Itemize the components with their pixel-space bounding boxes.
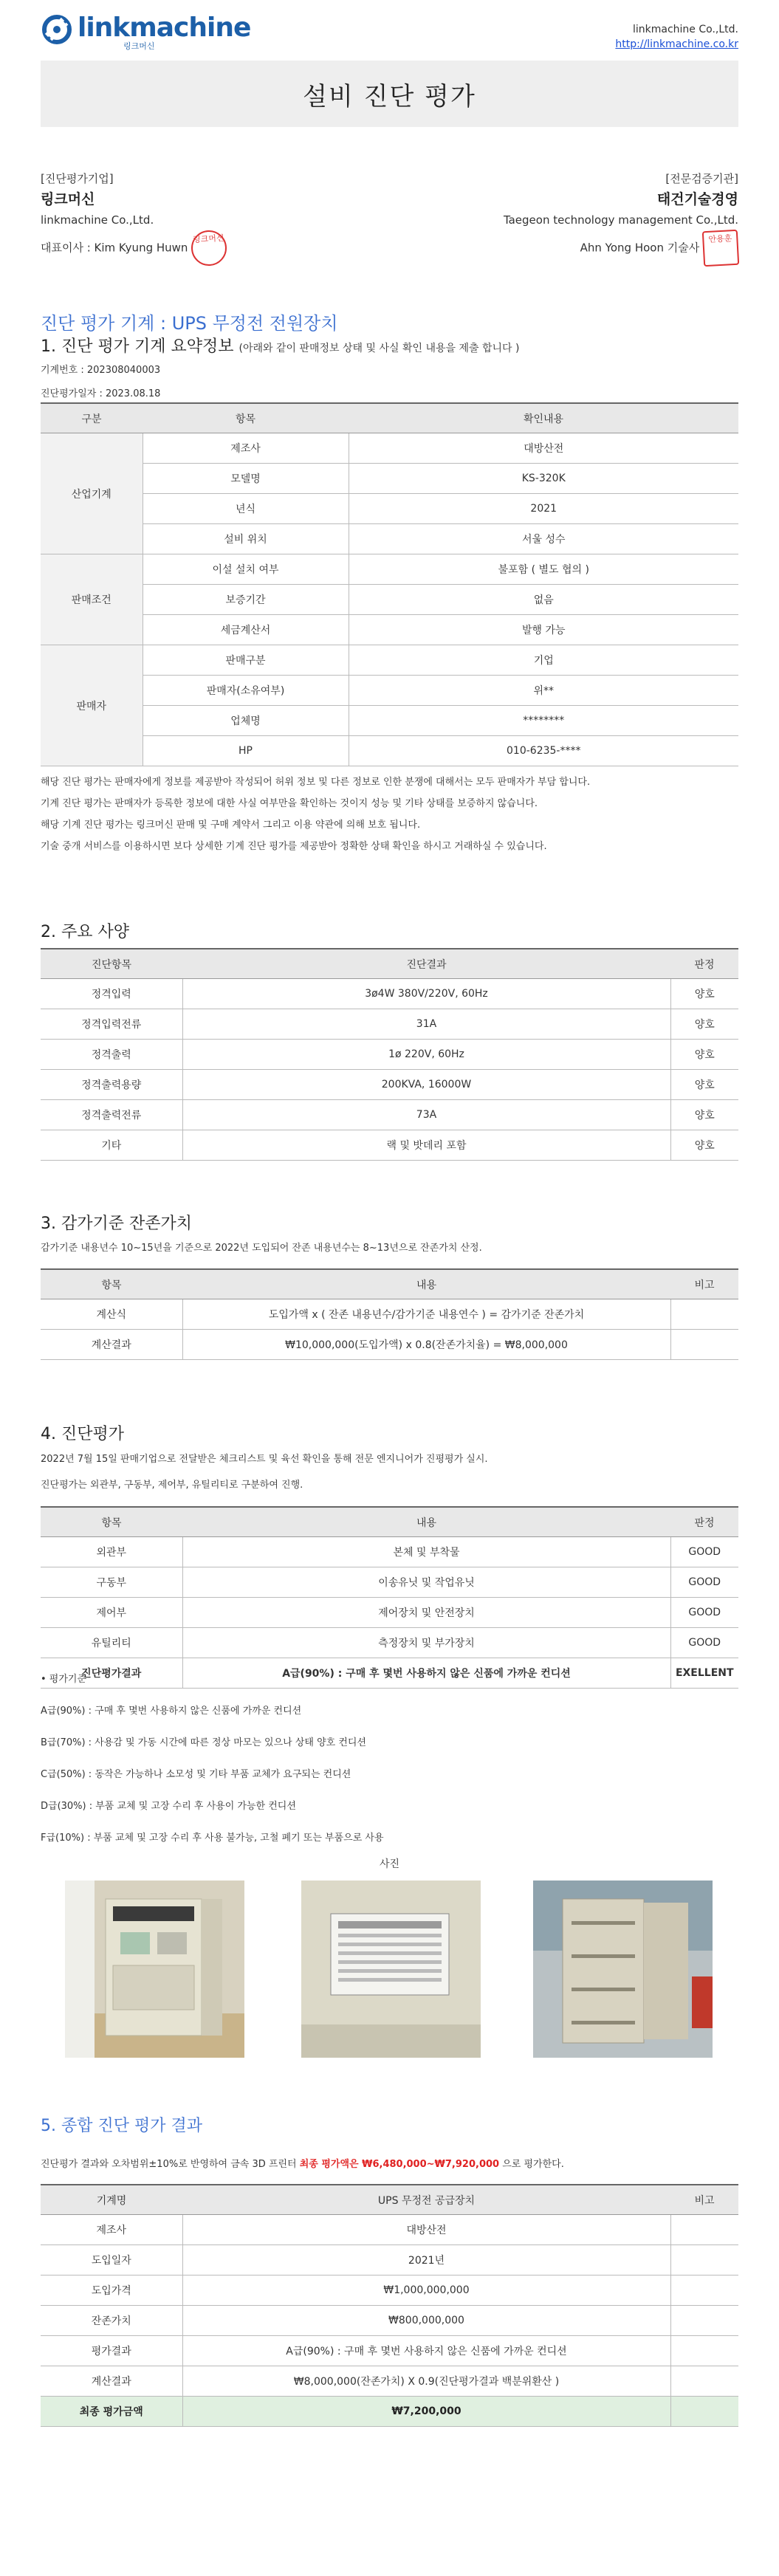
col-header: UPS 무정전 공급장치 <box>182 2185 670 2215</box>
party-org-en: Taegeon technology management Co.,Ltd. <box>503 213 738 227</box>
item-cell: 도입일자 <box>41 2245 182 2276</box>
table-row <box>41 2336 738 2366</box>
page-title: 설비 진단 평가 <box>303 81 476 111</box>
table-row <box>41 2215 738 2245</box>
item-cell: 평가결과 <box>41 2336 182 2366</box>
grade-line: D급(30%) : 부품 교체 및 고장 수리 후 사용이 가능한 컨디션 <box>41 1801 296 1812</box>
company-seal-stamp: 링크머신 <box>191 230 227 267</box>
value-cell: 발행 가능 <box>349 615 738 645</box>
section-1-heading <box>41 334 520 357</box>
col-header: 항목 <box>143 403 349 433</box>
judgement-cell <box>670 2276 738 2306</box>
table-row <box>41 494 738 524</box>
value-cell: 서울 성수 <box>349 524 738 554</box>
item-cell: 정격출력 <box>41 1040 182 1070</box>
judgement-cell <box>670 1330 738 1360</box>
col-header: 기계명 <box>41 2185 182 2215</box>
remark-cell <box>670 2397 738 2427</box>
section-1-note: (아래와 같이 판매정보 상태 및 사실 확인 내용을 제출 합니다 ) <box>238 343 520 354</box>
content-cell: 도입가액 x ( 잔존 내용년수/감가기준 내용연수 ) = 감가기준 잔존가치 <box>182 1299 670 1330</box>
content-cell: 200KVA, 16000W <box>182 1070 670 1100</box>
machine-title: 진단 평가 기계 : UPS 무정전 전원장치 <box>41 313 338 334</box>
residual-value-table <box>41 1268 738 1360</box>
category-cell: 판매조건 <box>41 554 143 645</box>
battery-rack-image <box>533 1881 713 2058</box>
section-2-heading: 2. 주요 사양 <box>41 923 129 941</box>
category-cell: 판매자 <box>41 645 143 766</box>
table-row <box>41 2306 738 2336</box>
ups-cabinet-photo <box>65 1881 244 2058</box>
item-cell: 유틸리티 <box>41 1628 182 1658</box>
table-row <box>41 979 738 1009</box>
company-url-link[interactable]: http://linkmachine.co.kr <box>615 38 738 50</box>
party-rep: 대표이사 : Kim Kyung Huwn <box>41 241 188 255</box>
brand-sub: 링크머신 <box>123 41 155 51</box>
title-bar <box>41 61 738 127</box>
content-cell: 31A <box>182 1009 670 1040</box>
value-cell: KS-320K <box>349 464 738 494</box>
table-row <box>41 1040 738 1070</box>
judgement-cell <box>670 2366 738 2397</box>
table-row <box>41 645 738 676</box>
engineer-seal-stamp: 안용훈 <box>702 230 739 267</box>
table-row <box>41 2366 738 2397</box>
col-header: 판정 <box>670 1507 738 1537</box>
grade-line: C급(50%) : 동작은 가능하나 소모성 및 기타 부품 교체가 요구되는 컨디션 <box>41 1769 351 1780</box>
item-cell: 모델명 <box>143 464 349 494</box>
item-cell: 기타 <box>41 1130 182 1161</box>
value-cell: ******** <box>349 706 738 736</box>
judgement-cell <box>670 2245 738 2276</box>
grade-line: A급(90%) : 구매 후 몇번 사용하지 않은 신품에 가까운 컨디션 <box>41 1706 302 1717</box>
table-row <box>41 1330 738 1360</box>
table-row <box>41 1100 738 1130</box>
item-cell: 정격출력용량 <box>41 1070 182 1100</box>
verification-agency <box>504 168 738 266</box>
content-cell: ₩800,000,000 <box>182 2306 670 2336</box>
content-cell: 측정장치 및 부가장치 <box>182 1628 670 1658</box>
party-role: [전문검증기관] <box>665 172 738 185</box>
party-org: 태건기술경영 <box>656 191 738 207</box>
table-row <box>41 1070 738 1100</box>
table-row <box>41 1598 738 1628</box>
judgement-cell: GOOD <box>670 1628 738 1658</box>
table-row <box>41 736 738 766</box>
spec-table <box>41 948 738 1161</box>
col-header: 내용 <box>182 1507 670 1537</box>
party-role: [진단평가기업] <box>41 172 114 185</box>
judgement-cell: EXELLENT <box>670 1658 738 1689</box>
judgement-cell: GOOD <box>670 1567 738 1598</box>
intro-text: 으로 평가한다. <box>499 2159 564 2170</box>
value-cell: 없음 <box>349 585 738 615</box>
item-cell: 업체명 <box>143 706 349 736</box>
section-4-intro <box>41 1449 488 1496</box>
party-org-en: linkmachine Co.,Ltd. <box>41 213 154 227</box>
grade-criteria <box>41 1669 384 1849</box>
item-cell: 계산결과 <box>41 1330 182 1360</box>
judgement-cell: 양호 <box>670 979 738 1009</box>
item-cell: 최종 평가금액 <box>41 2397 182 2427</box>
item-cell: 잔존가치 <box>41 2306 182 2336</box>
grade-line: F급(10%) : 부품 교체 및 고장 수리 후 사용 불가능, 고철 폐기 또는 부품으로 사용 <box>41 1833 384 1844</box>
item-cell: 판매구분 <box>143 645 349 676</box>
value-cell: 위** <box>349 676 738 706</box>
judgement-cell: GOOD <box>670 1598 738 1628</box>
table-row <box>41 1537 738 1567</box>
value-cell: 불포함 ( 별도 협의 ) <box>349 554 738 585</box>
col-header: 구분 <box>41 403 143 433</box>
judgement-cell: 양호 <box>670 1040 738 1070</box>
section-5-heading: 5. 종합 진단 평가 결과 <box>41 2117 202 2135</box>
value-cell: 대방산전 <box>349 433 738 464</box>
table-row <box>41 1130 738 1161</box>
content-cell: 본체 및 부착물 <box>182 1537 670 1567</box>
item-cell: 이설 설치 여부 <box>143 554 349 585</box>
parties-block <box>41 168 738 279</box>
col-header: 진단항목 <box>41 949 182 979</box>
section-3-intro: 감가기준 내용년수 10~15년을 기준으로 2022년 도입되어 잔존 내용년수는 8~13년으로 잔존가치 산정. <box>41 1243 482 1254</box>
note-line: 기술 중개 서비스를 이용하시면 보다 상세한 기계 진단 평가를 제공받아 정확한 상태 확인을 하시고 거래하실 수 있습니다. <box>41 841 547 852</box>
photo-caption: 사진 <box>379 1858 400 1870</box>
item-cell: 구동부 <box>41 1567 182 1598</box>
category-cell: 산업기계 <box>41 433 143 554</box>
item-cell: 외관부 <box>41 1537 182 1567</box>
content-cell: A급(90%) : 구매 후 몇번 사용하지 않은 신품에 가까운 컨디션 <box>182 1658 670 1689</box>
item-cell: 판매자(소유여부) <box>143 676 349 706</box>
grade-line: B급(70%) : 사용감 및 가동 시간에 따른 정상 마모는 있으나 상태 양호 컨디션 <box>41 1737 366 1748</box>
judgement-cell: 양호 <box>670 1130 738 1161</box>
table-row <box>41 706 738 736</box>
content-cell: 3ø4W 380V/220V, 60Hz <box>182 979 670 1009</box>
report-page <box>41 0 738 2418</box>
note-line: 해당 기계 진단 평가는 링크머신 판매 및 구매 계약서 그리고 이용 약관에 의해 보호 됩니다. <box>41 820 421 831</box>
content-cell: 2021년 <box>182 2245 670 2276</box>
judgement-cell: GOOD <box>670 1537 738 1567</box>
col-header: 확인내용 <box>349 403 738 433</box>
table-row <box>41 464 738 494</box>
judgement-cell: 양호 <box>670 1070 738 1100</box>
party-rep: Ahn Yong Hoon 기술사 <box>580 241 700 255</box>
brand-logo <box>41 13 250 52</box>
item-cell: 보증기간 <box>143 585 349 615</box>
judgement-cell <box>670 2215 738 2245</box>
col-header: 내용 <box>182 1269 670 1299</box>
content-cell: 이송유닛 및 작업유닛 <box>182 1567 670 1598</box>
content-cell: 랙 및 밧데리 포함 <box>182 1130 670 1161</box>
content-cell: ₩1,000,000,000 <box>182 2276 670 2306</box>
item-cell: HP <box>143 736 349 766</box>
item-cell: 제조사 <box>41 2215 182 2245</box>
party-org: 링크머신 <box>41 191 95 207</box>
evaluating-company <box>41 168 227 266</box>
note-line: 기계 진단 평가는 판매자가 등록한 정보에 대한 사실 여부만을 확인하는 것이지 성능 및 기타 상태를 보증하지 않습니다. <box>41 798 538 809</box>
value-cell: 010-6235-**** <box>349 736 738 766</box>
ups-cabinet-image <box>65 1881 244 2058</box>
nameplate-photo <box>301 1881 481 2058</box>
summary-table <box>41 402 738 766</box>
item-cell: 세금계산서 <box>143 615 349 645</box>
section-5-intro <box>41 2154 564 2175</box>
judgement-cell: 양호 <box>670 1009 738 1040</box>
company-name: linkmachine Co.,Ltd. <box>633 24 738 35</box>
item-cell: 진단평가결과 <box>41 1658 182 1689</box>
final-amount-row <box>41 2397 738 2427</box>
table-row <box>41 585 738 615</box>
item-cell: 계산결과 <box>41 2366 182 2397</box>
machine-number: 기계번호 : 202308040003 <box>41 365 161 376</box>
brand-name: linkmachine <box>78 13 251 43</box>
item-cell: 년식 <box>143 494 349 524</box>
item-cell: 제어부 <box>41 1598 182 1628</box>
battery-rack-photo <box>533 1881 713 2058</box>
col-header: 진단결과 <box>182 949 670 979</box>
table-row <box>41 1009 738 1040</box>
table-row <box>41 1567 738 1598</box>
table-row <box>41 433 738 464</box>
table-row <box>41 1299 738 1330</box>
table-row <box>41 615 738 645</box>
col-header: 항목 <box>41 1507 182 1537</box>
item-cell: 정격출력전류 <box>41 1100 182 1130</box>
col-header: 판정 <box>670 949 738 979</box>
content-cell: A급(90%) : 구매 후 몇번 사용하지 않은 신품에 가까운 컨디션 <box>182 2336 670 2366</box>
intro-text: 진단평가 결과와 오차범위±10%로 반영하여 금속 3D 프린터 <box>41 2159 300 2170</box>
content-cell: ₩10,000,000(도입가액) x 0.8(잔존가치율) = ₩8,000,000 <box>182 1330 670 1360</box>
section-1-title: 1. 진단 평가 기계 요약정보 <box>41 337 234 356</box>
item-cell: 계산식 <box>41 1299 182 1330</box>
item-cell: 정격입력전류 <box>41 1009 182 1040</box>
section-3-heading: 3. 감가기준 잔존가치 <box>41 1215 192 1233</box>
final-result-table <box>41 2184 738 2427</box>
content-cell: 1ø 220V, 60Hz <box>182 1040 670 1070</box>
col-header: 항목 <box>41 1269 182 1299</box>
judgement-cell: 양호 <box>670 1100 738 1130</box>
col-header: 비고 <box>670 2185 738 2215</box>
table-row <box>41 2245 738 2276</box>
item-cell: 정격입력 <box>41 979 182 1009</box>
final-amount-cell: ₩7,200,000 <box>182 2397 670 2427</box>
summary-notes <box>41 772 590 857</box>
linkmachine-logo-icon <box>41 13 73 46</box>
content-cell: 대방산전 <box>182 2215 670 2245</box>
intro-line: 2022년 7월 15일 판매기업으로 전달받은 체크리스트 및 육선 확인을 통해 전문 엔지니어가 진평평가 실시. <box>41 1454 488 1465</box>
nameplate-image <box>301 1881 481 2058</box>
table-row <box>41 676 738 706</box>
judgement-cell <box>670 2336 738 2366</box>
item-cell: 설비 위치 <box>143 524 349 554</box>
value-cell: 2021 <box>349 494 738 524</box>
judgement-cell <box>670 2306 738 2336</box>
machine-meta <box>41 362 160 403</box>
table-row <box>41 554 738 585</box>
table-row <box>41 524 738 554</box>
item-cell: 도입가격 <box>41 2276 182 2306</box>
final-range-highlight: 최종 평가액은 ₩6,480,000~₩7,920,000 <box>299 2159 500 2170</box>
content-cell: 제어장치 및 안전장치 <box>182 1598 670 1628</box>
content-cell: 73A <box>182 1100 670 1130</box>
section-4-heading: 4. 진단평가 <box>41 1425 124 1443</box>
judgement-cell <box>670 1299 738 1330</box>
grade-title: • 평가기준 <box>41 1674 87 1685</box>
evaluation-table <box>41 1506 738 1689</box>
content-cell: ₩8,000,000(잔존가치) X 0.9(진단평가결과 백분위환산 ) <box>182 2366 670 2397</box>
table-row <box>41 1628 738 1658</box>
col-header: 비고 <box>670 1269 738 1299</box>
report-header <box>41 0 738 59</box>
table-row <box>41 2276 738 2306</box>
value-cell: 기업 <box>349 645 738 676</box>
header-company-info <box>615 22 738 52</box>
note-line: 해당 진단 평가는 판매자에게 정보를 제공받아 작성되어 허위 정보 및 다른 정보로 인한 분쟁에 대해서는 모두 판매자가 부담 합니다. <box>41 777 591 788</box>
item-cell: 제조사 <box>143 433 349 464</box>
evaluation-date: 진단평가일자 : 2023.08.18 <box>41 388 161 399</box>
intro-line: 진단평가는 외관부, 구동부, 제어부, 유틸리티로 구분하여 진행. <box>41 1480 303 1491</box>
